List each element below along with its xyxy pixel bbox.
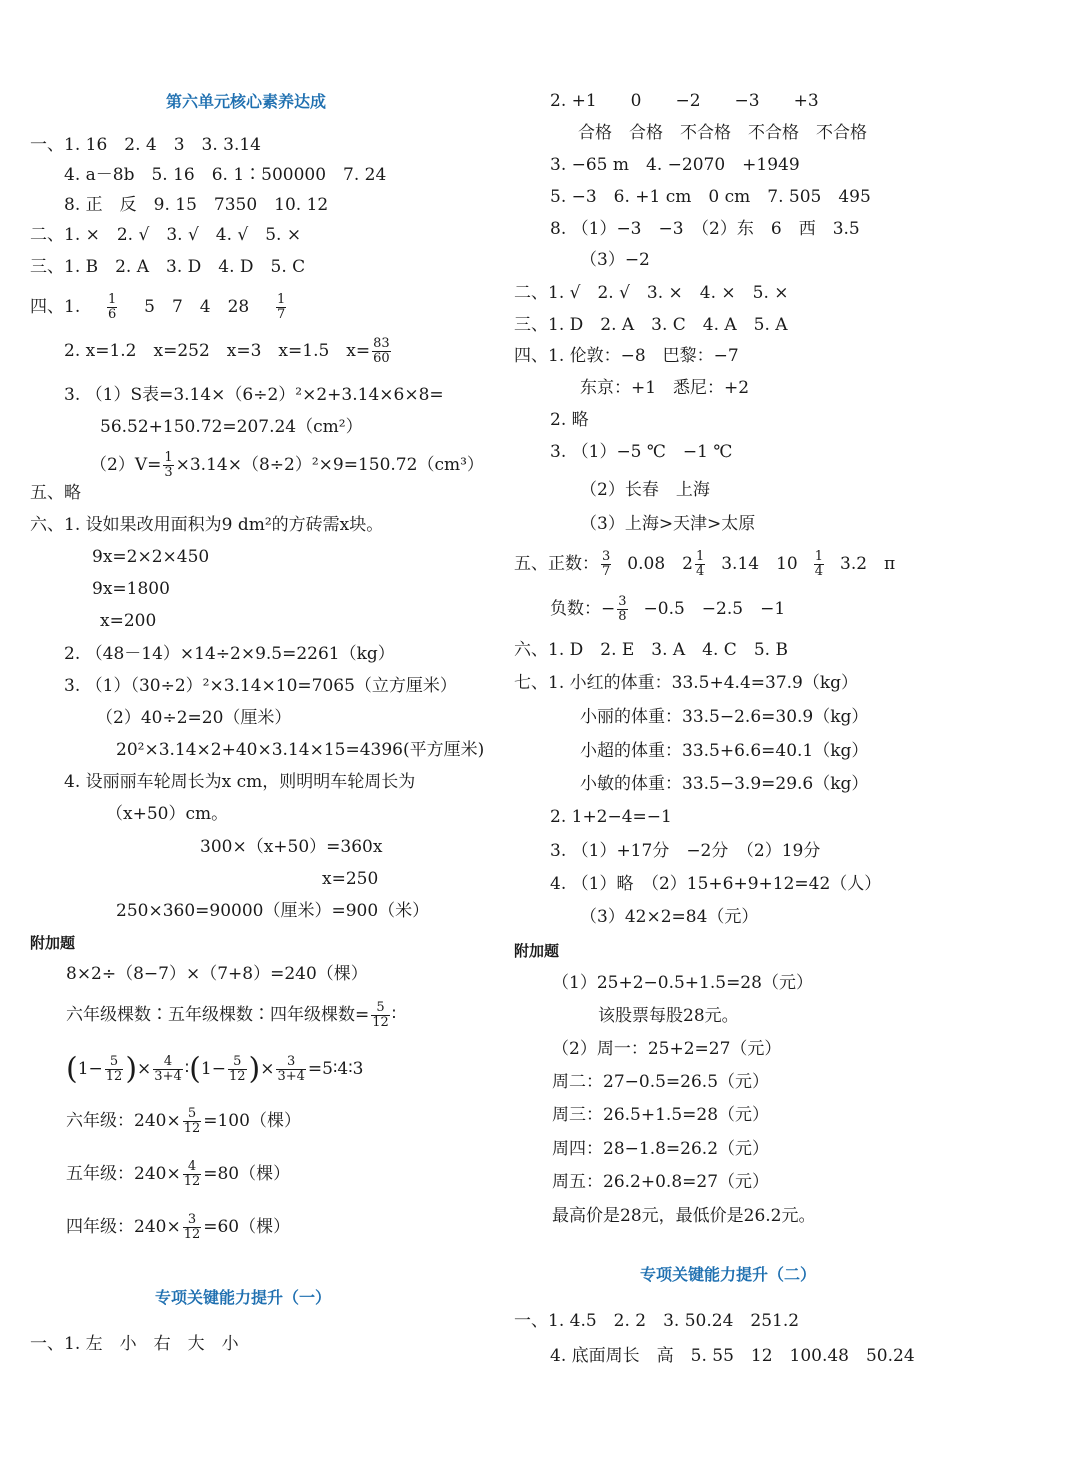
fraction: $\frac{83}{60}$ [373, 336, 390, 366]
answer-line: 小丽的体重：33.5−2.6=30.9（kg） [580, 707, 869, 727]
answer-line: （3）上海>天津>太原 [580, 514, 756, 534]
answer-line: 3. （1）−5 ℃ −1 ℃ [550, 442, 733, 462]
fraction: $\frac{1}{4}$ [814, 549, 823, 579]
answer-text: =100（棵） [203, 1111, 301, 1131]
answer-line: （2）40÷2=20（厘米） [96, 708, 292, 728]
answer-line: 8. 正 反 9. 15 7350 10. 12 [64, 195, 329, 215]
answer-line: 四、1. 伦敦：−8 巴黎：−7 [514, 346, 739, 366]
answer-text: −0.5 −2.5 −1 [643, 599, 786, 619]
bonus-heading: 附加题 [514, 942, 560, 960]
answer-line [66, 998, 396, 1032]
fraction: $\frac{1}{4}$ [695, 549, 705, 579]
answer-line: 3. （1）（30÷2）²×3.14×10=7065（立方厘米） [64, 676, 457, 696]
answer-line: 20²×3.14×2+40×3.14×15=4396(平方厘米) [116, 740, 485, 760]
answer-line: （3）42×2=84（元） [580, 907, 759, 927]
answer-text: 1− [200, 1059, 226, 1079]
section-title: 第六单元核心素养达成 [166, 92, 327, 111]
answer-text: 2. x=1.2 x=252 x=3 x=1.5 x= [64, 341, 371, 361]
bonus-heading: 附加题 [30, 934, 76, 952]
answer-line: 六、1. 设如果改用面积为9 dm²的方砖需x块。 [30, 515, 384, 535]
section-title: 专项关键能力提升（二） [640, 1265, 817, 1284]
answer-line: 七、1. 小红的体重：33.5+4.4=37.9（kg） [514, 673, 859, 693]
answer-line: 5. −3 6. +1 cm 0 cm 7. 505 495 [550, 187, 871, 207]
answer-line [66, 1210, 290, 1244]
fraction: $\frac{3}{12}$ [183, 1212, 201, 1242]
answer-line: 8. （1）−3 −3 （2）东 6 西 3.5 [550, 219, 860, 239]
answer-line: 300×（x+50）=360x [200, 837, 383, 857]
answer-line: x=250 [322, 869, 379, 889]
answer-line: 56.52+150.72=207.24（cm²） [100, 417, 363, 437]
answer-line: 一、1. 4.5 2. 2 3. 50.24 251.2 [514, 1311, 800, 1331]
answer-line: 周二：27−0.5=26.5（元） [552, 1072, 770, 1092]
answer-line: 最高价是28元，最低价是26.2元。 [552, 1206, 816, 1226]
answer-line: x=200 [100, 611, 157, 631]
answer-text: ∶ [391, 1005, 397, 1025]
answer-line [30, 290, 288, 324]
answer-line: 三、1. B 2. A 3. D 4. D 5. C [30, 257, 306, 277]
answer-line: 250×360=90000（厘米）=900（米） [116, 901, 430, 921]
answer-line: 4. a－8b 5. 16 6. 1∶500000 7. 24 [64, 165, 387, 185]
answer-line: 三、1. D 2. A 3. C 4. A 5. A [514, 315, 788, 335]
fraction: $\frac{5}{12}$ [105, 1054, 123, 1084]
answer-text: 5 7 4 28 [144, 297, 250, 317]
answer-line: (1− $\frac{5}{12}$ )× $\frac{4}{3+4}$ ∶(1− $\frac{5}{12}$ )× $\frac{3}{3+4}$ =5∶4∶3 [66, 1051, 364, 1087]
section-title: 专项关键能力提升（一） [155, 1288, 332, 1307]
answer-line: 合格 合格 不合格 不合格 不合格 [578, 123, 867, 143]
answer-line: 2. +1 0 −2 −3 +3 [550, 91, 819, 111]
fraction: $\frac{4}{3+4}$ [154, 1054, 182, 1084]
answer-line [66, 1104, 301, 1138]
answer-line: 周五：26.2+0.8=27（元） [552, 1172, 770, 1192]
fraction: $\frac{5}{12}$ [228, 1054, 246, 1084]
answer-line: （2）长春 上海 [580, 480, 710, 500]
answer-line: 东京：+1 悉尼：+2 [580, 378, 750, 398]
answer-line [66, 1157, 290, 1191]
answer-line: （1）25+2−0.5+1.5=28（元） [552, 973, 813, 993]
answer-line: 3. （1）+17分 −2分 （2）19分 [550, 841, 821, 861]
answer-text: × [260, 1059, 275, 1079]
fraction: $\frac{1}{6}$ [108, 292, 117, 322]
answer-line: 8×2÷（8−7）×（7+8）=240（棵） [66, 964, 368, 984]
answer-line [90, 448, 484, 482]
answer-text: =80（棵） [203, 1164, 291, 1184]
answer-text: 3.14 10 [721, 554, 798, 574]
fraction: $\frac{5}{12}$ [372, 1000, 389, 1030]
answer-line: 一、1. 16 2. 4 3 3. 3.14 [30, 135, 261, 155]
answer-text: 四年级：240× [66, 1217, 181, 1237]
answer-line: （3）−2 [580, 250, 650, 270]
answer-line: 4. 设丽丽车轮周长为x cm，则明明车轮周长为 [64, 772, 416, 792]
answer-text: 六年级棵数∶五年级棵数∶四年级棵数= [66, 1005, 370, 1025]
answer-line: 小超的体重：33.5+6.6=40.1（kg） [580, 741, 869, 761]
answer-line: 2. （48－14）×14÷2×9.5=2261（kg） [64, 644, 395, 664]
answer-label: 负数：− [550, 599, 616, 619]
answer-line: 9x=1800 [92, 579, 170, 599]
answer-text: 五年级：240× [66, 1164, 181, 1184]
answer-text: 1− [77, 1059, 103, 1079]
answer-text: =5∶4∶3 [307, 1059, 364, 1079]
answer-text: =60（棵） [203, 1217, 291, 1237]
answer-line: （2）周一：25+2=27（元） [552, 1039, 782, 1059]
fraction: $\frac{3}{3+4}$ [277, 1054, 305, 1084]
answer-line: 周三：26.5+1.5=28（元） [552, 1105, 770, 1125]
answer-line: 二、1. √ 2. √ 3. × 4. × 5. × [514, 283, 789, 303]
fraction: $\frac{1}{3}$ [164, 450, 173, 480]
answer-line: 4. 底面周长 高 5. 55 12 100.48 50.24 [550, 1346, 915, 1366]
answer-line: 二、1. × 2. √ 3. √ 4. √ 5. × [30, 225, 302, 245]
answer-text: 3.2 π [840, 554, 896, 574]
answer-line: 3. −65 m 4. −2070 +1949 [550, 155, 800, 175]
answer-line: 一、1. 左 小 右 大 小 [30, 1334, 239, 1354]
answer-line: 9x=2×2×450 [92, 547, 210, 567]
answer-line: （x+50）cm。 [106, 804, 229, 824]
answer-line: 周四：28−1.8=26.2（元） [552, 1139, 770, 1159]
answer-line: 五、略 [30, 483, 81, 503]
answer-line [550, 592, 785, 626]
answer-label: 五、正数： [514, 554, 599, 574]
answer-text: 0.08 2 [627, 554, 693, 574]
answer-line: 2. 略 [550, 410, 589, 430]
answer-line [514, 547, 895, 581]
answer-text: 六年级：240× [66, 1111, 181, 1131]
fraction: $\frac{3}{8}$ [618, 594, 627, 624]
answer-line: 小敏的体重：33.5−3.9=29.6（kg） [580, 774, 869, 794]
answer-text: ∶ [184, 1059, 190, 1079]
answer-text: （2）V= [90, 455, 162, 475]
answer-text: ×3.14×（8÷2）²×9=150.72（cm³） [175, 455, 484, 475]
answer-text: × [137, 1059, 152, 1079]
fraction: $\frac{3}{7}$ [602, 549, 611, 579]
fraction: $\frac{1}{7}$ [277, 292, 286, 322]
answer-line [64, 334, 393, 368]
fraction: $\frac{4}{12}$ [183, 1159, 201, 1189]
answer-line: 2. 1+2−4=−1 [550, 807, 672, 827]
fraction: $\frac{5}{12}$ [183, 1106, 201, 1136]
answer-line: 4. （1）略 （2）15+6+9+12=42（人） [550, 874, 882, 894]
answer-line: 3. （1）S表=3.14×（6÷2）²×2+3.14×6×8= [64, 385, 444, 405]
answer-line: 该股票每股28元。 [598, 1006, 739, 1026]
answer-label: 四、1. [30, 297, 81, 317]
answer-line: 六、1. D 2. E 3. A 4. C 5. B [514, 640, 788, 660]
